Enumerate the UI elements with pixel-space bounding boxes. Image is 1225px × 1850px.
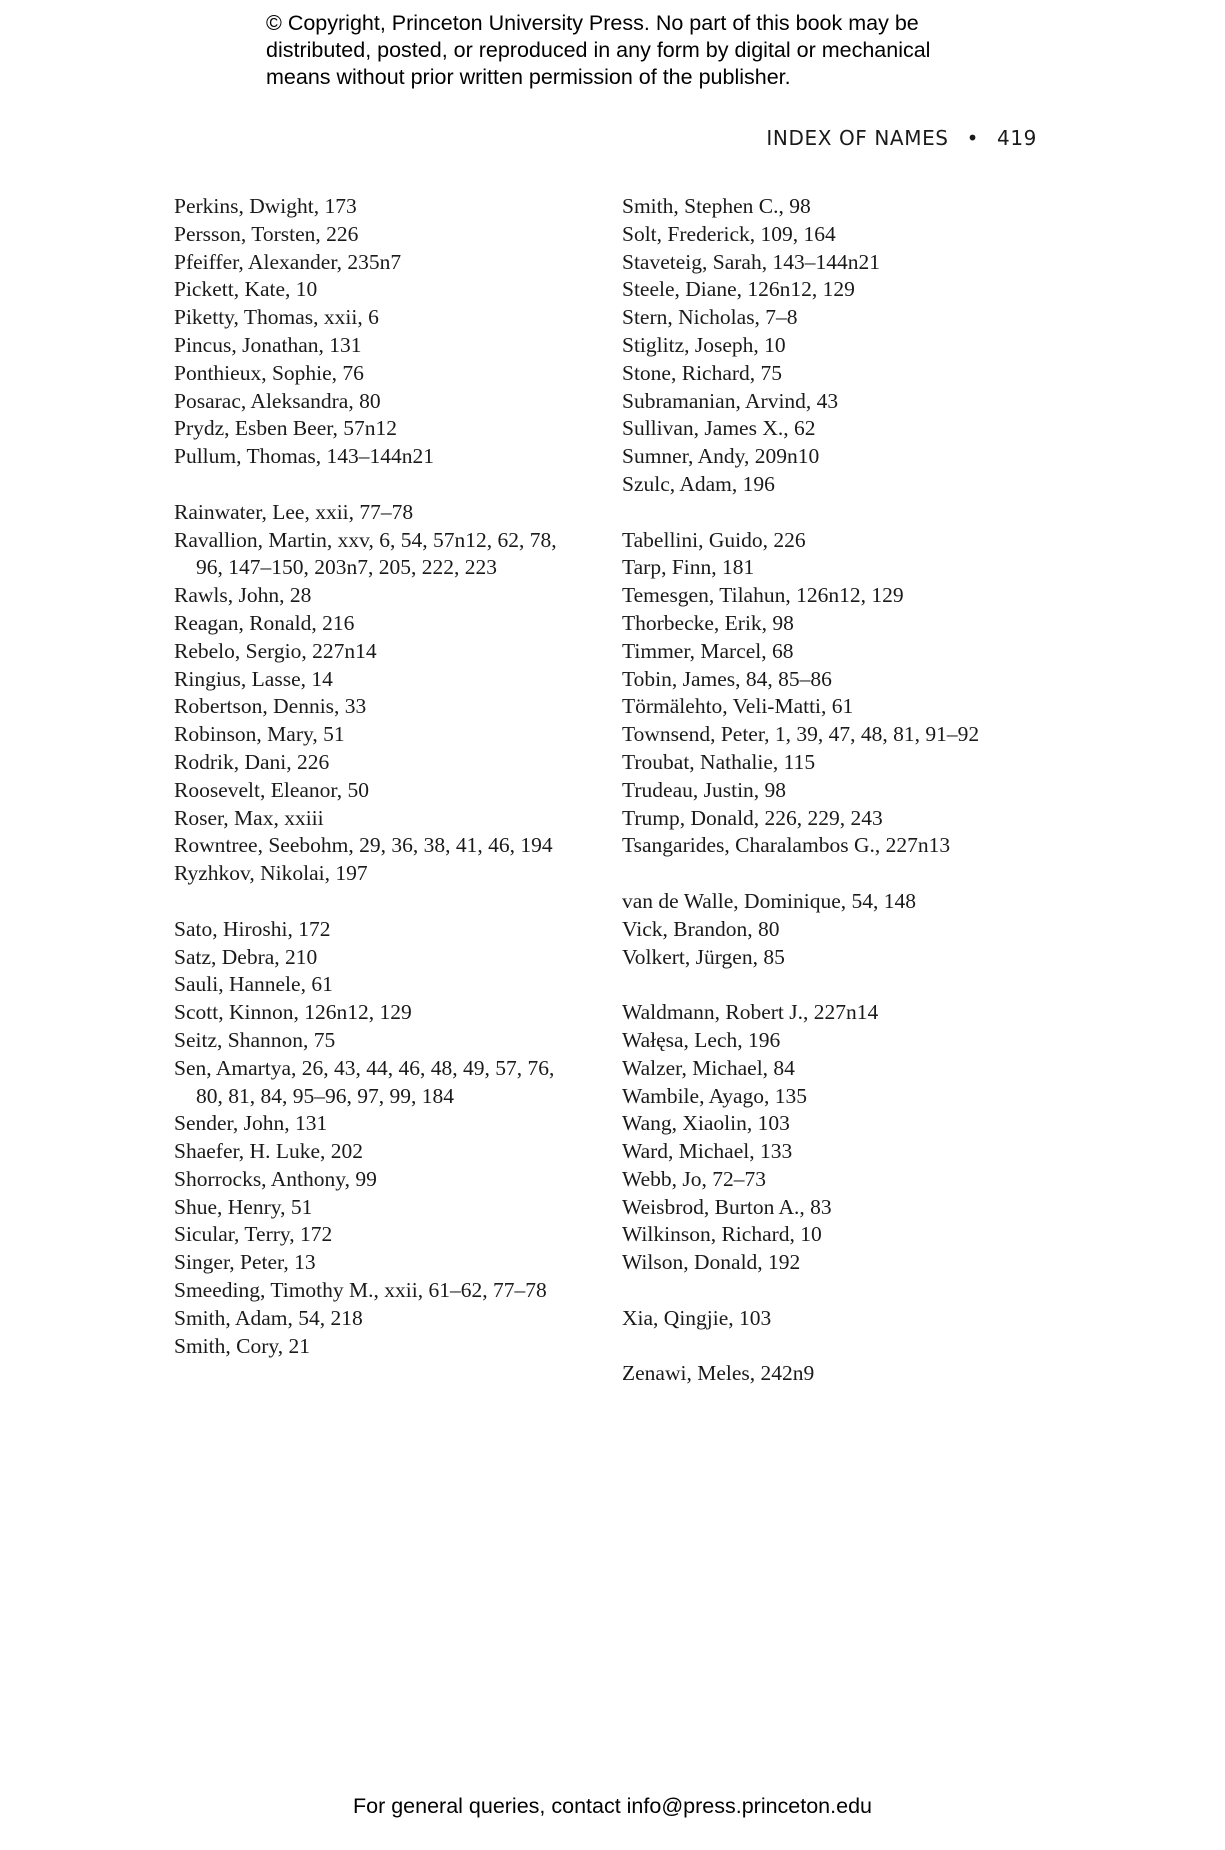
index-entry: Temesgen, Tilahun, 126n12, 129 xyxy=(622,583,904,608)
index-entry: Weisbrod, Burton A., 83 xyxy=(622,1194,832,1219)
footer-contact: For general queries, contact info@press.princeton.edu xyxy=(352,1794,872,1818)
index-entry: Robinson, Mary, 51 xyxy=(174,722,345,747)
index-entry: Pincus, Jonathan, 131 xyxy=(174,332,362,357)
copyright-notice: © Copyright, Princeton University Press. No part of this book may be distributed, posted, or reproduced in any form by digital or mechanical means without prior written permission of the publisher. xyxy=(266,11,931,89)
index-entry: Stern, Nicholas, 7–8 xyxy=(622,305,798,330)
index-entry: Smith, Cory, 21 xyxy=(174,1333,310,1358)
index-letter-group xyxy=(622,527,1042,861)
running-head-separator: • xyxy=(966,126,980,150)
index-entry: Waldmann, Robert J., 227n14 xyxy=(622,1000,879,1025)
index-entry: Tarp, Finn, 181 xyxy=(622,555,755,580)
index-entry: Roser, Max, xxiii xyxy=(174,805,324,830)
index-entry: Webb, Jo, 72–73 xyxy=(622,1166,766,1191)
index-entry: Sen, Amartya, 26, 43, 44, 46, 48, 49, 57, 76, 80, 81, 84, 95–96, 97, 99, 184 xyxy=(174,1055,555,1108)
index-entry: Sato, Hiroshi, 172 xyxy=(174,916,331,941)
index-entry: Robertson, Dennis, 33 xyxy=(174,694,367,719)
index-entry: Tsangarides, Charalambos G., 227n13 xyxy=(622,833,951,858)
index-entry: Vick, Brandon, 80 xyxy=(622,916,780,941)
index-entry: Trudeau, Justin, 98 xyxy=(622,777,787,802)
index-entry: Troubat, Nathalie, 115 xyxy=(622,749,816,774)
index-entry: Shue, Henry, 51 xyxy=(174,1194,313,1219)
index-entry: Zenawi, Meles, 242n9 xyxy=(622,1361,815,1386)
index-entry: Persson, Torsten, 226 xyxy=(174,221,359,246)
index-entry: Staveteig, Sarah, 143–144n21 xyxy=(622,249,880,274)
index-entry: Wałęsa, Lech, 196 xyxy=(622,1027,781,1052)
index-entry: Xia, Qingjie, 103 xyxy=(622,1305,772,1330)
index-entry: Subramanian, Arvind, 43 xyxy=(622,388,839,413)
running-head xyxy=(766,126,1037,150)
index-entry: Stone, Richard, 75 xyxy=(622,360,783,385)
index-entry: Wang, Xiaolin, 103 xyxy=(622,1111,790,1136)
index-entry: Ponthieux, Sophie, 76 xyxy=(174,360,364,385)
index-entry: Pullum, Thomas, 143–144n21 xyxy=(174,444,435,469)
index-entry: Seitz, Shannon, 75 xyxy=(174,1027,336,1052)
index-letter-group xyxy=(622,999,1042,1277)
index-entry: Shaefer, H. Luke, 202 xyxy=(174,1139,363,1164)
index-entry: Wambile, Ayago, 135 xyxy=(622,1083,807,1108)
index-entry: Smeeding, Timothy M., xxii, 61–62, 77–78 xyxy=(174,1278,547,1303)
index-entry: Smith, Adam, 54, 218 xyxy=(174,1305,363,1330)
index-entry: Szulc, Adam, 196 xyxy=(622,471,775,496)
index-entry: Wilkinson, Richard, 10 xyxy=(622,1222,822,1247)
index-entry: Steele, Diane, 126n12, 129 xyxy=(622,277,855,302)
index-letter-group xyxy=(622,193,1042,499)
index-entry: Singer, Peter, 13 xyxy=(174,1250,316,1275)
index-letter-group xyxy=(174,499,574,888)
index-entry: Sumner, Andy, 209n10 xyxy=(622,444,820,469)
index-column-left xyxy=(174,193,574,1388)
index-letter-group xyxy=(622,1305,1042,1333)
index-entry: Roosevelt, Eleanor, 50 xyxy=(174,777,369,802)
index-letter-group xyxy=(174,916,574,1361)
index-entry: van de Walle, Dominique, 54, 148 xyxy=(622,888,917,913)
index-entry: Rowntree, Seebohm, 29, 36, 38, 41, 46, 194 xyxy=(174,833,553,858)
index-entry: Sender, John, 131 xyxy=(174,1111,328,1136)
index-entry: Piketty, Thomas, xxii, 6 xyxy=(174,305,379,330)
index-entry: Shorrocks, Anthony, 99 xyxy=(174,1166,377,1191)
index-entry: Volkert, Jürgen, 85 xyxy=(622,944,785,969)
index-entry: Pfeiffer, Alexander, 235n7 xyxy=(174,249,402,274)
index-entry: Ravallion, Martin, xxv, 6, 54, 57n12, 62, 78, 96, 147–150, 203n7, 205, 222, 223 xyxy=(174,527,557,580)
index-column-right xyxy=(622,193,1042,1416)
index-entry: Rebelo, Sergio, 227n14 xyxy=(174,638,377,663)
index-entry: Reagan, Ronald, 216 xyxy=(174,610,355,635)
index-letter-group xyxy=(174,193,574,471)
index-entry: Ward, Michael, 133 xyxy=(622,1139,793,1164)
index-entry: Wilson, Donald, 192 xyxy=(622,1250,801,1275)
index-entry: Solt, Frederick, 109, 164 xyxy=(622,221,836,246)
index-entry: Townsend, Peter, 1, 39, 47, 48, 81, 91–92 xyxy=(622,722,980,747)
index-entry: Prydz, Esben Beer, 57n12 xyxy=(174,416,398,441)
index-entry: Rainwater, Lee, xxii, 77–78 xyxy=(174,499,414,524)
index-entry: Perkins, Dwight, 173 xyxy=(174,194,357,218)
index-letter-group xyxy=(622,1360,1042,1388)
index-entry: Sauli, Hannele, 61 xyxy=(174,972,333,997)
index-entry: Smith, Stephen C., 98 xyxy=(622,194,811,218)
index-letter-group xyxy=(622,888,1042,971)
index-entry: Posarac, Aleksandra, 80 xyxy=(174,388,381,413)
index-entry: Tabellini, Guido, 226 xyxy=(622,527,806,552)
index-entry: Walzer, Michael, 84 xyxy=(622,1055,795,1080)
index-entry: Rodrik, Dani, 226 xyxy=(174,749,330,774)
index-entry: Törmälehto, Veli-Matti, 61 xyxy=(622,694,854,719)
index-entry: Ringius, Lasse, 14 xyxy=(174,666,333,691)
index-entry: Pickett, Kate, 10 xyxy=(174,277,318,302)
index-entry: Ryzhkov, Nikolai, 197 xyxy=(174,861,368,886)
page-number: 419 xyxy=(997,126,1037,150)
index-entry: Trump, Donald, 226, 229, 243 xyxy=(622,805,883,830)
running-head-title: INDEX OF NAMES xyxy=(766,126,949,150)
index-entry: Thorbecke, Erik, 98 xyxy=(622,610,794,635)
index-entry: Satz, Debra, 210 xyxy=(174,944,318,969)
index-entry: Stiglitz, Joseph, 10 xyxy=(622,332,786,357)
index-entry: Rawls, John, 28 xyxy=(174,583,312,608)
index-entry: Tobin, James, 84, 85–86 xyxy=(622,666,832,691)
index-entry: Scott, Kinnon, 126n12, 129 xyxy=(174,1000,412,1025)
index-entry: Sicular, Terry, 172 xyxy=(174,1222,333,1247)
index-entry: Timmer, Marcel, 68 xyxy=(622,638,794,663)
index-entry: Sullivan, James X., 62 xyxy=(622,416,816,441)
